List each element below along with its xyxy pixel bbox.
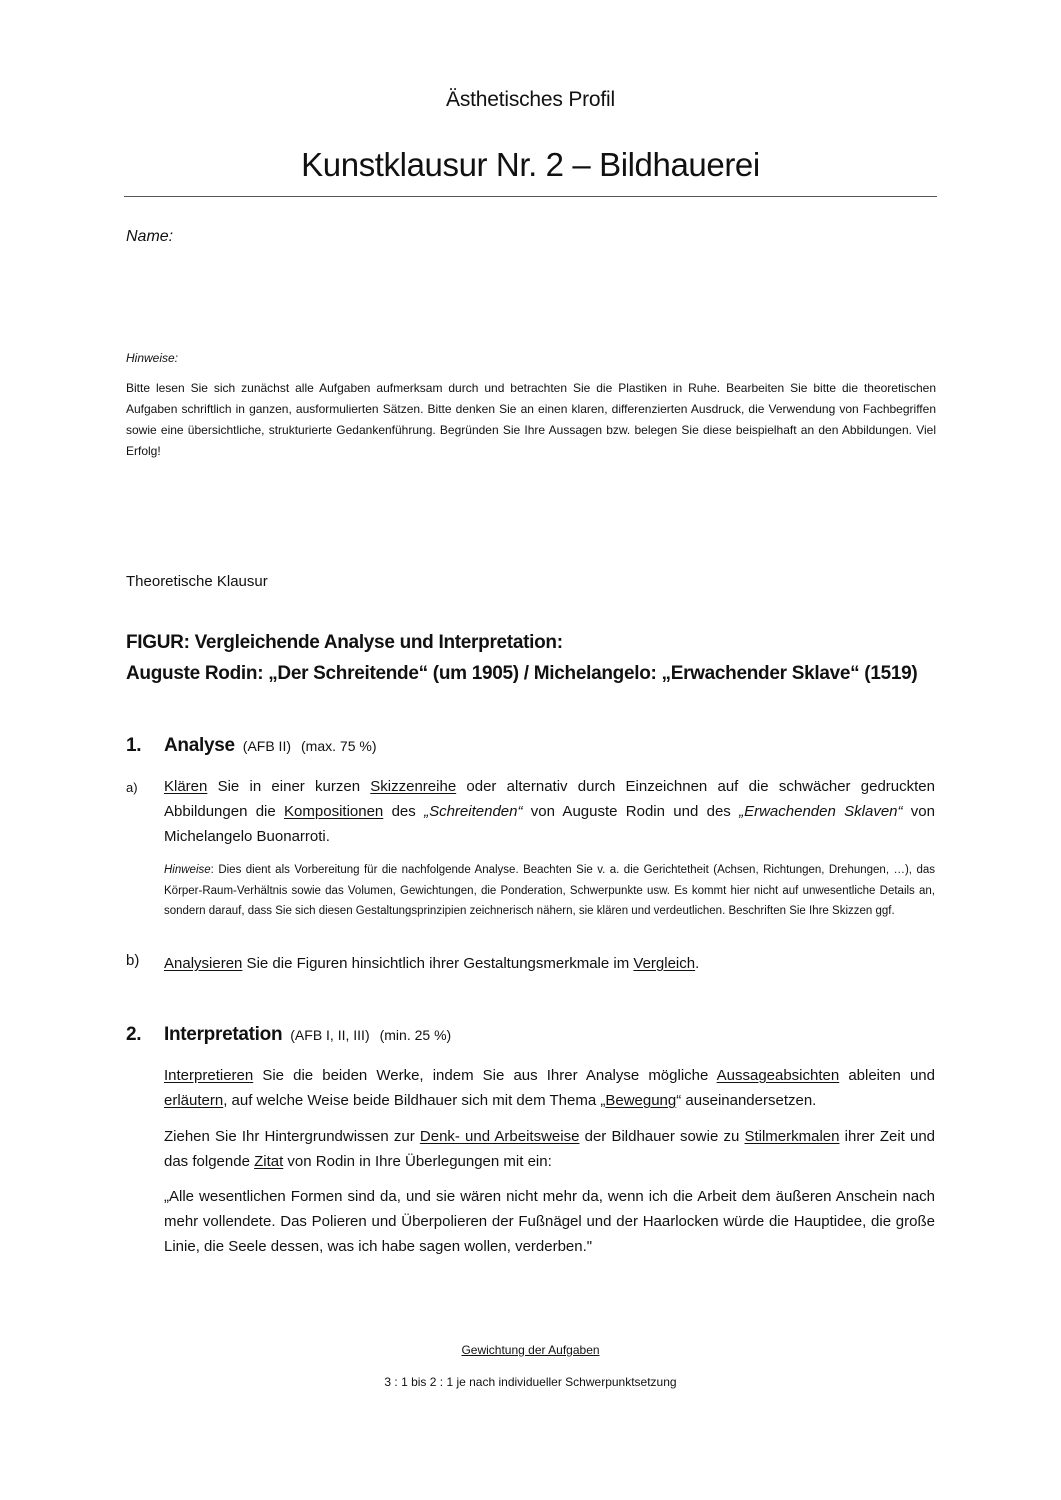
italic-title: „Erwachenden Sklaven“ <box>739 803 903 820</box>
text-run: des <box>383 803 425 820</box>
name-label: Name: <box>126 228 174 245</box>
task-2-paragraph-2 <box>164 1124 935 1174</box>
underlined-term: Analysieren <box>164 955 243 972</box>
text-run: von Auguste Rodin und des <box>522 803 740 820</box>
document-subtitle: Ästhetisches Profil <box>446 88 615 111</box>
underlined-term: Klären <box>164 778 208 795</box>
underlined-term: erläutern <box>164 1092 224 1109</box>
task-1a-note <box>164 860 935 922</box>
underlined-term: Interpretieren <box>164 1067 254 1084</box>
text-run: Sie die beiden Werke, indem Sie aus Ihrer Analyse mögliche <box>253 1067 717 1084</box>
underlined-term: Skizzenreihe <box>370 778 457 795</box>
underlined-term: Vergleich <box>633 955 696 972</box>
hints-text: Bitte lesen Sie sich zunächst alle Aufgaben aufmerksam durch und betrachten Sie die Plastiken in Ruhe. Bearbeiten Sie bitte die theoretischen Aufgaben schriftlich in ganzen, ausformulierten Sätzen. Bitte denken Sie an einen klaren, differenzierten Ausdruck, die Verwendung von Fachbegriffen sowie eine übersichtliche, strukturierte Gedankenführung. Begründen Sie Ihre Aussagen bzw. belegen Sie diese beispielhaft an den Abbildungen. Viel Erfolg! <box>126 381 936 458</box>
task-1a-note-text: : Dies dient als Vorbereitung für die nachfolgende Analyse. Beachten Sie v. a. die Gerichtetheit (Achsen, Richtungen, Drehungen, …), das Körper-Raum-Verhältnis sowie das Volumen, Gewichtungen, die Ponderation, Schwerpunkte usw. Es kommt hier nicht auf unwesentliche Details an, sondern darauf, dass Sie sich diesen Gestaltungsprinzipien zeichnerisch nähern, sie klären und verdeutlichen. Beschriften Sie Ihre Skizzen ggf. <box>164 864 935 917</box>
section-type-label: Theoretische Klausur <box>126 573 268 590</box>
underlined-term: Aussageabsichten <box>716 1067 840 1084</box>
italic-title: „Schreitenden“ <box>424 803 523 820</box>
task-1-number: 1. <box>126 735 142 756</box>
text-run: Ziehen Sie Ihr Hintergrundwissen zur <box>164 1128 420 1145</box>
underlined-term: Bewegung <box>605 1092 677 1109</box>
text-run: , auf welche Weise beide Bildhauer sich mit dem Thema „ <box>223 1092 606 1109</box>
underlined-term: Stilmerkmalen <box>744 1128 840 1145</box>
weighting-heading-text: Gewichtung der Aufgaben <box>461 1343 600 1357</box>
task-1a-text <box>164 774 935 849</box>
task-1-heading <box>126 735 376 757</box>
task-1a-label: a) <box>126 780 138 795</box>
underlined-term: Kompositionen <box>284 803 384 820</box>
text-run: von Michelangelo Buonarroti. <box>164 803 935 845</box>
task-2-title: Interpretation <box>164 1024 283 1045</box>
topic-line-1: FIGUR: Vergleichende Analyse und Interpretation: <box>126 632 563 653</box>
task-1b-label: b) <box>126 952 140 969</box>
text-run: oder alternativ durch Einzeichnen auf die schwächer gedruckten Abbildungen die <box>164 778 935 820</box>
task-1-afb: (AFB II) <box>242 738 292 754</box>
weighting-text: 3 : 1 bis 2 : 1 je nach individueller Schwerpunktsetzung <box>384 1375 677 1389</box>
text-run: ableiten und <box>839 1067 935 1084</box>
task-1b-text <box>164 951 935 976</box>
text-run: von Rodin in Ihre Überlegungen mit ein: <box>283 1153 552 1170</box>
text-run: ihrer Zeit und das folgende <box>164 1128 935 1170</box>
text-run: Sie in einer kurzen <box>207 778 371 795</box>
text-run: der Bildhauer sowie zu <box>579 1128 745 1145</box>
rodin-quote: „Alle wesentlichen Formen sind da, und sie wären nicht mehr da, wenn ich die Arbeit dem äußeren Anschein nach mehr vollendete. Das Polieren und Überpolieren der Fußnägel und der Haarlocken würde die Hauptidee, die große Linie, die Seele dessen, was ich habe sagen wollen, verderben." <box>164 1188 935 1255</box>
task-1-weight: (max. 75 %) <box>301 738 377 754</box>
topic-line-2: Auguste Rodin: „Der Schreitende“ (um 1905) / Michelangelo: „Erwachender Sklave“ (1519) <box>126 663 918 684</box>
task-2-afb: (AFB I, II, III) <box>290 1027 370 1043</box>
hints-label: Hinweise: <box>126 351 179 365</box>
task-2-number: 2. <box>126 1024 142 1045</box>
task-1a-note-label: Hinweise <box>164 864 211 876</box>
topic-heading <box>126 627 917 689</box>
task-2-heading <box>126 1024 451 1046</box>
task-1-title: Analyse <box>164 735 235 756</box>
weighting-heading <box>0 1343 1061 1357</box>
text-run: “ auseinandersetzen. <box>676 1092 817 1109</box>
text-run: Sie die Figuren hinsichtlich ihrer Gestaltungsmerkmale im <box>242 955 634 972</box>
text-run: . <box>695 955 700 972</box>
title-divider <box>124 196 937 197</box>
underlined-term: Zitat <box>254 1153 284 1170</box>
task-2-weight: (min. 25 %) <box>379 1027 452 1043</box>
underlined-term: Denk- und Arbeitsweise <box>419 1128 580 1145</box>
document-title: Kunstklausur Nr. 2 – Bildhauerei <box>301 146 760 183</box>
task-2-paragraph-1 <box>164 1063 935 1113</box>
